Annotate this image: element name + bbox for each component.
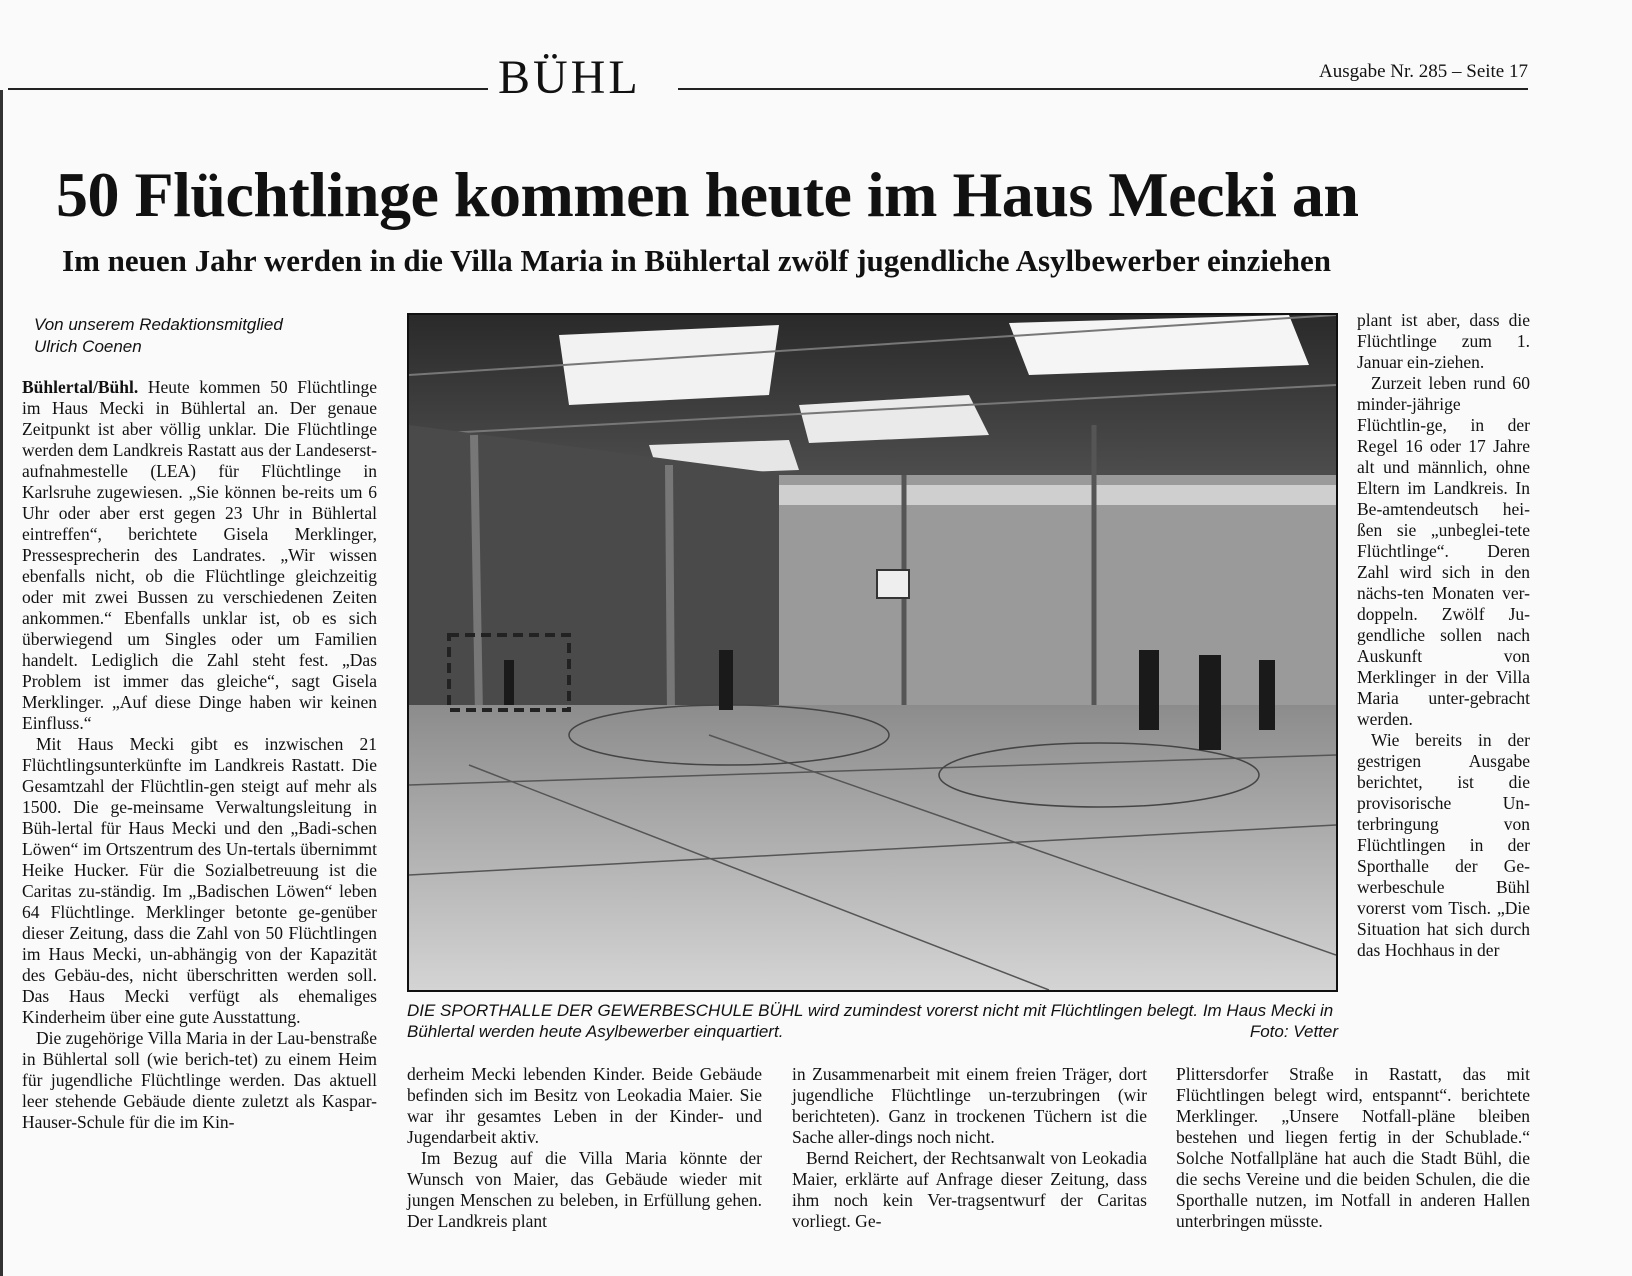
paragraph: Wie bereits in der gestrigen Ausgabe berichtet, ist die provisorische Un-terbringung von Flüchtlingen in der Sporthalle der Ge-werbeschule Bühl vorerst vom Tisch. „Die Situation hat sich durch das Hochhaus in der (1357, 730, 1530, 960)
paragraph: in Zusammenarbeit mit einem freien Träger, dort jugendliche Flüchtlinge un-terzubringen (wir berichteten). Ganz in trockenen Tüchern ist die Sache aller-dings noch nicht. (792, 1064, 1147, 1147)
masthead-rule-right (678, 88, 1528, 90)
article-column-1 (22, 377, 377, 1133)
photo-image (409, 315, 1336, 990)
paragraph: Zurzeit leben rund 60 minder-jährige Flüchtlin-ge, in der Regel 16 oder 17 Jahre alt und männlich, ohne Eltern im Landkreis. In Be-amtendeutsch hei-ßen sie „unbeglei-tete Flüchtlinge“. Deren Zahl wird sich in den nächs-ten Monaten ver-doppeln. Zwölf Ju-gendliche sollen nach Auskunft von Merklinger in der Villa Maria unter-gebracht werden. (1357, 373, 1530, 729)
article-column-3 (792, 1064, 1147, 1232)
paragraph-text: Heute kommen 50 Flüchtlinge im Haus Mecki in Bühlertal an. Der genaue Zeitpunkt ist aber völlig unklar. Die Flüchtlinge werden dem Landkreis Rastatt aus der Landeserst-aufnahmestelle (LEA) für Flüchtlinge in Karlsruhe zugewiesen. „Sie können be-reits um 6 Uhr oder aber erst gegen 23 Uhr in Bühlertal eintreffen“, berichtete Gisela Merklinger, Pressesprecherin des Landrates. „Wir wissen ebenfalls nicht, ob die Flüchtlinge gleichzeitig oder mit zwei Bussen zu verschiedenen Zeiten ankommen.“ Ebenfalls unklar ist, ob es sich überwiegend um Singles oder um Familien handelt. Lediglich die Zahl steht fest. „Das Problem ist immer das gleiche“, sagt Gisela Merklinger. „Auf diese Dinge haben wir keinen Einfluss.“ (22, 377, 377, 733)
paragraph: Mit Haus Mecki gibt es inzwischen 21 Flüchtlingsunterkünfte im Landkreis Rastatt. Die Gesamtzahl der Flüchtlin-gen steigt auf mehr als 1500. Die ge-meinsame Verwaltungsleitung in Büh-lertal für Haus Mecki und den „Badi-schen Löwen“ im Ortszentrum des Un-tertals übernimmt Heike Hucker. Für die Sozialbetreuung ist die Caritas zu-ständig. Im „Badischen Löwen“ leben 64 Flüchtlinge. Merklinger betonte ge-genüber dieser Zeitung, dass die Zahl von 50 Flüchtlingen im Haus Mecki, un-abhängig von der Kapazität des Gebäu-des, nicht überschritten werden soll. Das Haus Mecki verfügt als ehemaliges Kinderheim über eine gute Ausstattung. (22, 734, 377, 1027)
paragraph: Die zugehörige Villa Maria in der Lau-benstraße in Bühlertal soll (wie berich-tet) zu einem Heim für jugendliche Flüchtlinge werden. Das aktuell leer stehende Gebäude diente zuletzt als Kaspar-Hauser-Schule für die im Kin- (22, 1028, 377, 1132)
paragraph: plant ist aber, dass die Flüchtlinge zum 1. Januar ein-ziehen. (1357, 310, 1530, 372)
masthead-rule-left (8, 88, 488, 90)
article-column-4 (1357, 310, 1530, 961)
article-column-2 (407, 1064, 762, 1232)
photo-caption (407, 1000, 1338, 1042)
section-title: BÜHL (498, 51, 641, 104)
edition-info: Ausgabe Nr. 285 – Seite 17 (1319, 61, 1528, 82)
page-edge (0, 90, 3, 1276)
sports-hall-photo (407, 313, 1338, 992)
paragraph: Plittersdorfer Straße in Rastatt, das mit Flüchtlingen belegt wird, entspannt“. berichtete Merklinger. „Unsere Notfall-pläne bleiben bestehen und liegen fertig in der Schublade.“ Solche Notfallpläne hat auch die Stadt Bühl, die die sechs Vereine und die beiden Schulen, die die Sporthalle nutzen, im Notfall in anderen Hallen unterbringen müsste. (1176, 1064, 1530, 1231)
paragraph (22, 377, 377, 734)
byline-author: Ulrich Coenen (34, 337, 142, 356)
dateline: Bühlertal/Bühl. (22, 377, 139, 397)
photo-credit: Foto: Vetter (1249, 1022, 1338, 1041)
headline: 50 Flüchtlinge kommen heute im Haus Mecki an (56, 159, 1359, 230)
subheadline: Im neuen Jahr werden in die Villa Maria in Bühlertal zwölf jugendliche Asylbewerber einziehen (62, 243, 1331, 278)
paragraph: Im Bezug auf die Villa Maria könnte der Wunsch von Maier, das Gebäude wieder mit jungen Menschen zu beleben, in Erfüllung gehen. Der Landkreis plant (407, 1148, 762, 1231)
article-column-5 (1176, 1064, 1530, 1232)
paragraph: derheim Mecki lebenden Kinder. Beide Gebäude befinden sich im Besitz von Leokadia Maier. Sie war ihr gesamtes Leben in der Kinder- und Jugendarbeit aktiv. (407, 1064, 762, 1147)
byline-role: Von unserem Redaktionsmitglied (34, 315, 283, 334)
paragraph: Bernd Reichert, der Rechtsanwalt von Leokadia Maier, erklärte auf Anfrage dieser Zeitung, dass ihm noch kein Ver-tragsentwurf der Caritas vorliegt. Ge- (792, 1148, 1147, 1231)
caption-text: DIE SPORTHALLE DER GEWERBESCHULE BÜHL wird zumindest vorerst nicht mit Flüchtlingen belegt. Im Haus Mecki in Bühlertal werden heute Asylbewerber einquartiert. (407, 1001, 1334, 1041)
